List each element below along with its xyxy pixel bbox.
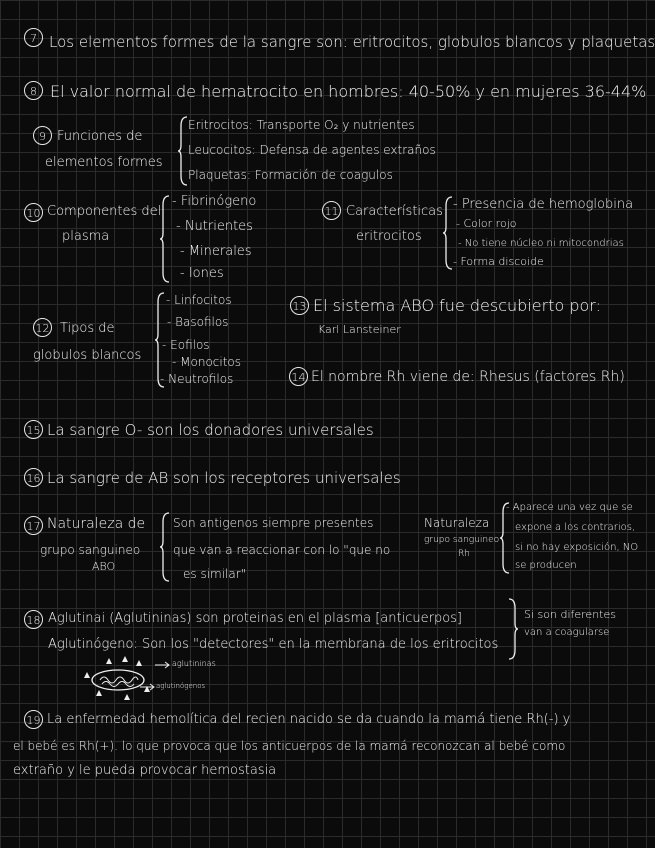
item-9-row-platelets: Plaquetas: Formación de coagulos (188, 168, 393, 182)
item-19-line1: La enfermedad hemolítica del recien nacido se da cuando la mamá tiene Rh(-) y (47, 712, 571, 727)
item-12-number: 12 (33, 318, 52, 337)
item-17-title-line2: grupo sanguineo (40, 543, 141, 557)
item-9-number: 9 (33, 126, 52, 145)
item-17-rh-title-line1: Naturaleza (424, 516, 490, 530)
item-11-row-nucleus: - No tiene núcleo ni mitocondrias (458, 238, 624, 249)
item-17-title-line3: ABO (92, 560, 116, 573)
item-10-row-nutrients: - Nutrientes (176, 219, 253, 234)
item-17-brace (160, 512, 170, 582)
item-15-number: 15 (24, 420, 43, 439)
item-13-line2: Karl Lansteiner (318, 323, 401, 336)
item-10-title-line2: plasma (62, 229, 110, 244)
item-13-number: 13 (290, 296, 309, 315)
item-11-title-line1: Características (346, 204, 443, 219)
item-9-row-erythrocytes: Eritrocitos: Transporte O₂ y nutrientes (188, 118, 415, 132)
item-9-title-line1: Funciones de (57, 129, 143, 144)
item-17-number: 17 (24, 516, 43, 535)
item-7-number: 7 (24, 28, 43, 47)
item-14-text: El nombre Rh viene de: Rhesus (factores Rh) (311, 369, 625, 385)
item-17-desc-line3: es similar" (183, 567, 247, 581)
item-10-title-line1: Componentes del (47, 204, 162, 219)
item-16-number: 16 (24, 468, 43, 487)
item-8-number: 8 (24, 81, 43, 100)
item-8-text: El valor normal de hematrocito en hombres: 40-50% y en mujeres 36-44% (50, 82, 647, 101)
item-18-result-line1: Si son diferentes (524, 608, 616, 621)
arrow-to-aglutininas (155, 661, 171, 669)
item-17-desc-line1: Son antigenos siempre presentes (173, 516, 374, 530)
item-12-row-monocytes: - Monocitos (172, 355, 242, 369)
item-18-number: 18 (24, 610, 43, 629)
item-10-number: 10 (24, 203, 43, 222)
item-12-title-line1: Tipos de (60, 321, 115, 336)
item-10-row-fibrinogen: - Fibrinógeno (172, 194, 257, 209)
erythrocyte-drawing (78, 656, 158, 702)
item-17-rh-desc-line2: expone a los contrarios, (515, 522, 636, 533)
arrow-to-aglutinogenos (140, 683, 156, 691)
item-12-title-line2: globulos blancos (33, 348, 142, 363)
item-7-text: Los elementos formes de la sangre son: eritrocitos, globulos blancos y plaquetas (49, 33, 655, 51)
item-13-line1: El sistema ABO fue descubierto por: (313, 296, 601, 315)
item-18-brace (508, 598, 518, 660)
item-16-text: La sangre de AB son los receptores universales (47, 469, 401, 487)
item-11-row-hemoglobin: - Presencia de hemoglobina (453, 197, 634, 212)
item-17-rh-desc-line1: - Aparece una vez que se (506, 502, 633, 513)
item-12-row-neutrophils: - Neutrofilos (160, 372, 234, 386)
item-9-row-leukocytes: Leucocitos: Defensa de agentes extraños (188, 143, 436, 157)
item-14-number: 14 (289, 367, 308, 386)
item-9-brace (178, 116, 188, 186)
item-10-row-ions: - Iones (180, 266, 224, 281)
item-17-rh-title-line2: grupo sanguineo (424, 535, 500, 545)
item-11-number: 11 (322, 201, 341, 220)
label-aglutininas: aglutininas (172, 659, 216, 668)
item-11-title-line2: eritrocitos (356, 229, 422, 244)
item-17-title-line1: Naturaleza de (47, 516, 146, 532)
item-12-row-eosinophils: - Eofilos (162, 338, 210, 352)
item-17-desc-line2: que van a reaccionar con lo "que no (173, 543, 391, 557)
item-17-rh-desc-line3: si no hay exposición, NO (515, 542, 639, 553)
item-15-text: La sangre O- son los donadores universales (47, 421, 374, 439)
item-11-brace (443, 196, 453, 270)
item-17-rh-desc-line4: se producen (515, 560, 577, 571)
item-11-row-shape: - Forma discoide (453, 255, 544, 268)
item-18-line2: Aglutinógeno: Son los "detectores" en la membrana de los eritrocitos (48, 637, 499, 652)
item-18-result-line2: van a coagularse (524, 627, 610, 638)
item-19-line2: el bebé es Rh(+). lo que provoca que los anticuerpos de la mamá reconozcan al bebé como (13, 739, 566, 753)
item-9-title-line2: elementos formes (45, 155, 163, 170)
item-11-row-color: - Color rojo (456, 217, 517, 230)
item-19-number: 19 (24, 710, 43, 729)
item-18-line1: Aglutinai (Aglutininas) son proteinas en el plasma [anticuerpos] (48, 611, 462, 626)
item-10-row-minerals: - Minerales (180, 244, 252, 259)
item-10-brace (160, 195, 170, 283)
item-12-row-lymphocytes: - Linfocitos (166, 293, 232, 307)
item-19-line3: extraño y le pueda provocar hemostasia (13, 763, 277, 778)
item-17-rh-title-line3: Rh (458, 549, 470, 559)
label-aglutinogenos: aglutinógenos (156, 682, 206, 690)
item-12-row-basophils: - Basofilos (167, 315, 229, 329)
